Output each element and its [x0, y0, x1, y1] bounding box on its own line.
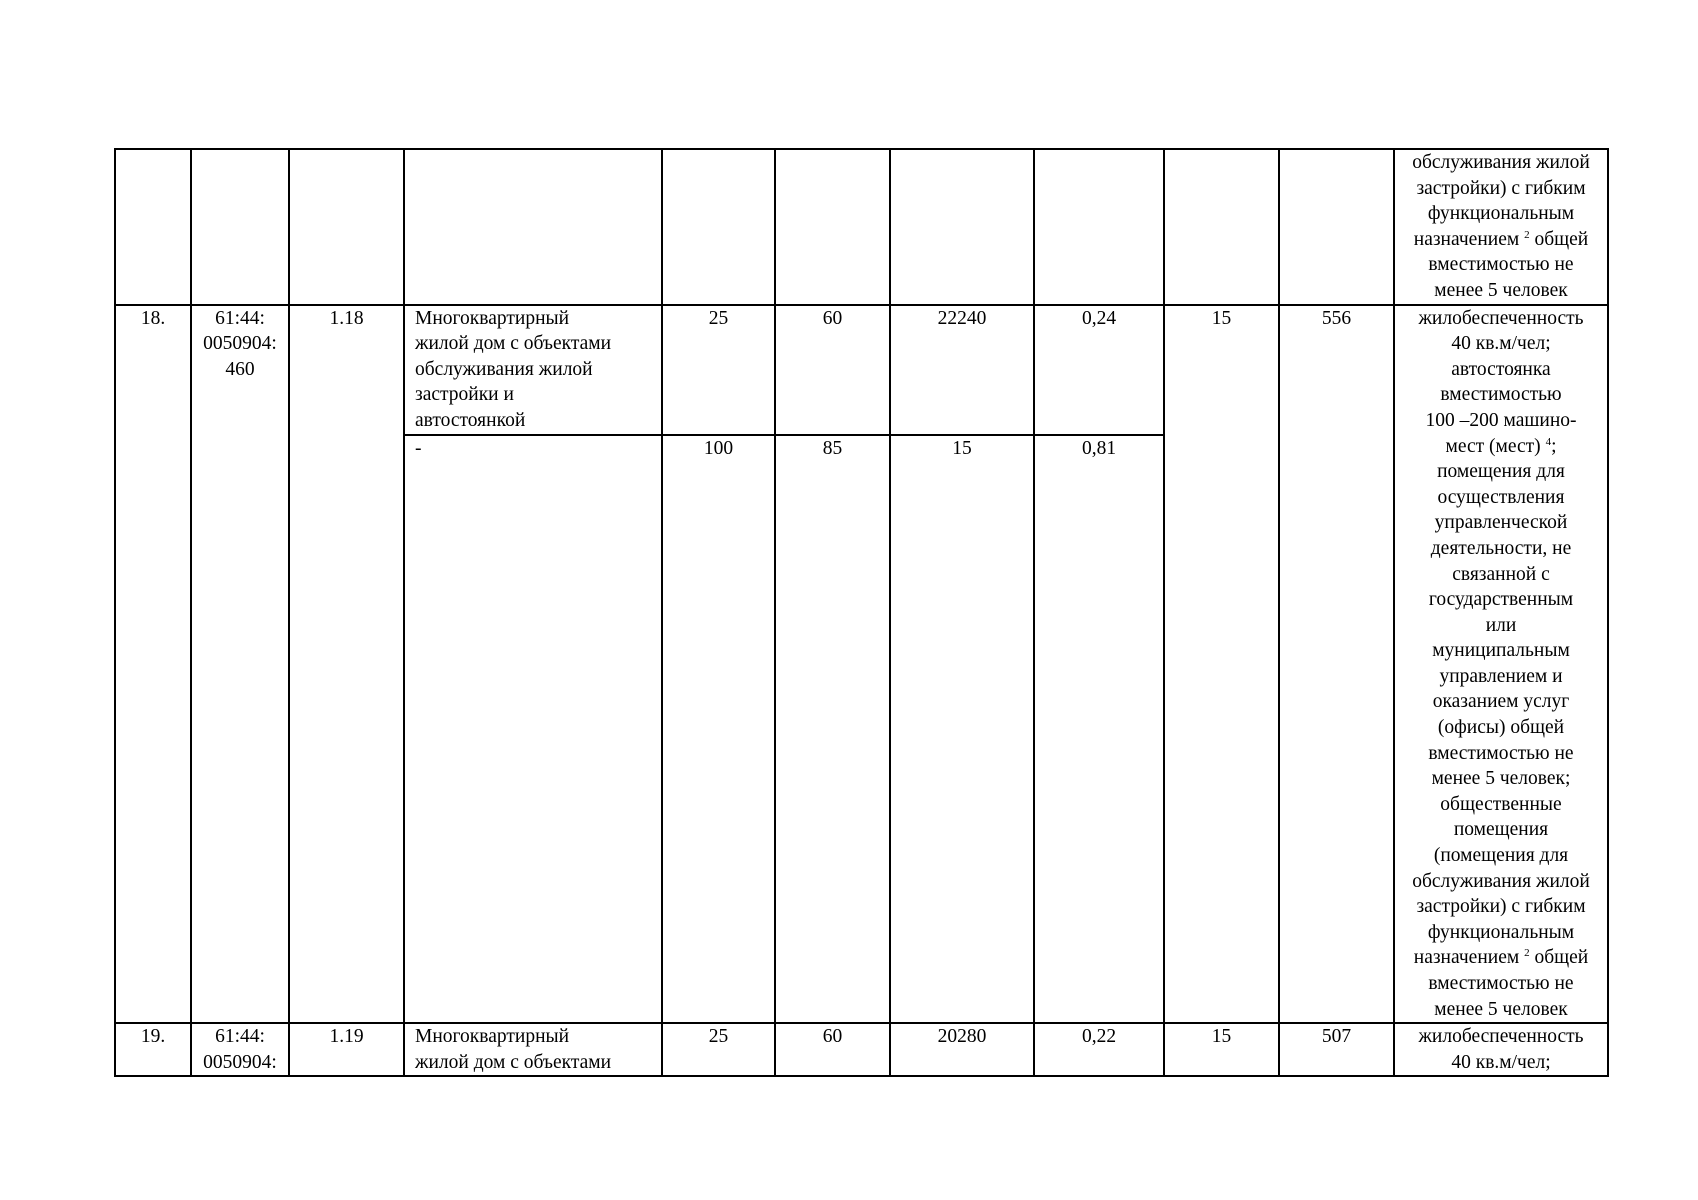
note-line: менее 5 человек: [1434, 998, 1568, 1020]
cell-row-number: 19.: [115, 1023, 191, 1076]
note-text: назначением: [1413, 228, 1520, 250]
note-line: менее 5 человек;: [1431, 768, 1571, 790]
cell-value: 15: [890, 435, 1034, 1024]
note-line: функциональным: [1427, 203, 1575, 225]
table-row-18: [115, 305, 1608, 435]
cell-value: 22240: [890, 305, 1034, 435]
note-text: общей: [1534, 228, 1589, 250]
cell-empty: [404, 149, 662, 305]
name-line: жилой дом с объектами: [415, 333, 612, 355]
cell-value: 0,24: [1034, 305, 1164, 435]
cell-value: 25: [662, 305, 775, 435]
note-line: или: [1485, 614, 1517, 636]
cell-object-name: [404, 305, 662, 435]
note-line: (офисы) общей: [1437, 717, 1565, 739]
name-line: застройки и: [415, 384, 514, 406]
cadastral-line: 61:44:: [215, 1026, 265, 1048]
note-line: обслуживания жилой: [1412, 870, 1590, 892]
note-line: 40 кв.м/чел;: [1451, 1051, 1551, 1073]
note-line: застройки) с гибким: [1416, 896, 1586, 918]
cadastral-line: 0050904:: [203, 333, 277, 355]
name-line: автостоянкой: [415, 409, 526, 431]
cell-empty: [775, 149, 890, 305]
cell-value: 507: [1279, 1023, 1394, 1076]
cell-empty: [1164, 149, 1279, 305]
name-line: жилой дом с объектами: [415, 1051, 612, 1073]
footnote-mark: 2: [1524, 947, 1530, 960]
note-line: муниципальным: [1432, 640, 1570, 662]
note-line: управленческой: [1434, 512, 1568, 534]
note-line: управлением и: [1439, 665, 1563, 687]
cell-empty: [115, 149, 191, 305]
note-line: вместимостью: [1440, 384, 1562, 406]
footnote-mark: 2: [1524, 228, 1530, 241]
cell-value: 100: [662, 435, 775, 1024]
cell-note: [1394, 305, 1608, 1024]
cell-value: 15: [1164, 305, 1279, 1024]
note-line: жилобеспеченность: [1418, 307, 1584, 329]
note-line: функциональным: [1427, 921, 1575, 943]
note-line: вместимостью не: [1428, 742, 1574, 764]
cell-empty: [890, 149, 1034, 305]
cell-value: 60: [775, 305, 890, 435]
note-line: автостоянка: [1451, 358, 1551, 380]
note-line: помещения: [1453, 819, 1549, 841]
cell-value: 20280: [890, 1023, 1034, 1076]
footnote-mark: 4: [1545, 435, 1552, 448]
cell-empty: [191, 149, 289, 305]
note-text: ;: [1551, 435, 1557, 457]
cell-code: 1.19: [289, 1023, 404, 1076]
cell-cadastral-number: [191, 1023, 289, 1076]
cell-value: 0,81: [1034, 435, 1164, 1024]
cell-value: 85: [775, 435, 890, 1024]
note-line: [1397, 434, 1605, 460]
note-line: общественные: [1440, 793, 1562, 815]
cell-empty: [1279, 149, 1394, 305]
note-line: оказанием услуг: [1432, 691, 1570, 713]
note-line: вместимостью не: [1428, 973, 1574, 994]
note-line: помещения для: [1437, 461, 1565, 483]
cell-code: 1.18: [289, 305, 404, 1024]
name-line: обслуживания жилой: [415, 358, 593, 380]
note-line: осуществления: [1437, 486, 1565, 508]
note-line: жилобеспеченность: [1418, 1026, 1584, 1048]
cell-value: 60: [775, 1023, 890, 1076]
note-line: [1397, 227, 1605, 253]
note-line: 40 кв.м/чел;: [1451, 333, 1551, 355]
table-row-19: [115, 1023, 1608, 1076]
cell-note: [1394, 149, 1608, 305]
note-line: вместимостью не: [1428, 254, 1574, 276]
note-line: [1397, 945, 1605, 971]
name-line: Многоквартирный: [415, 307, 570, 329]
zoning-table: [114, 148, 1609, 1077]
table-row-continuation: [115, 149, 1608, 305]
cell-value: 15: [1164, 1023, 1279, 1076]
cadastral-line: 61:44:: [215, 307, 265, 329]
note-line: обслуживания жилой: [1412, 152, 1590, 173]
name-line: Многоквартирный: [415, 1026, 570, 1048]
cell-empty: [289, 149, 404, 305]
note-line: связанной с: [1452, 563, 1550, 585]
note-line: застройки) с гибким: [1416, 177, 1586, 199]
note-line: деятельности, не: [1430, 537, 1572, 559]
note-line: (помещения для: [1433, 845, 1569, 867]
note-text: мест (мест): [1445, 435, 1541, 457]
cell-empty: [1034, 149, 1164, 305]
cell-value: 25: [662, 1023, 775, 1076]
cell-value: 556: [1279, 305, 1394, 1024]
cell-object-name: [404, 1023, 662, 1076]
note-line: 100 –200 машино-: [1425, 409, 1577, 431]
note-line: менее 5 человек: [1434, 279, 1568, 301]
cell-value: 0,22: [1034, 1023, 1164, 1076]
cell-object-name: -: [404, 435, 662, 1024]
cadastral-line: 460: [225, 358, 255, 380]
cell-note: [1394, 1023, 1608, 1076]
cell-row-number: 18.: [115, 305, 191, 1024]
note-line: государственным: [1428, 589, 1574, 611]
cadastral-line: 0050904:: [203, 1051, 277, 1073]
cell-cadastral-number: [191, 305, 289, 1024]
note-text: назначением: [1413, 947, 1520, 969]
cell-empty: [662, 149, 775, 305]
note-text: общей: [1534, 947, 1589, 969]
